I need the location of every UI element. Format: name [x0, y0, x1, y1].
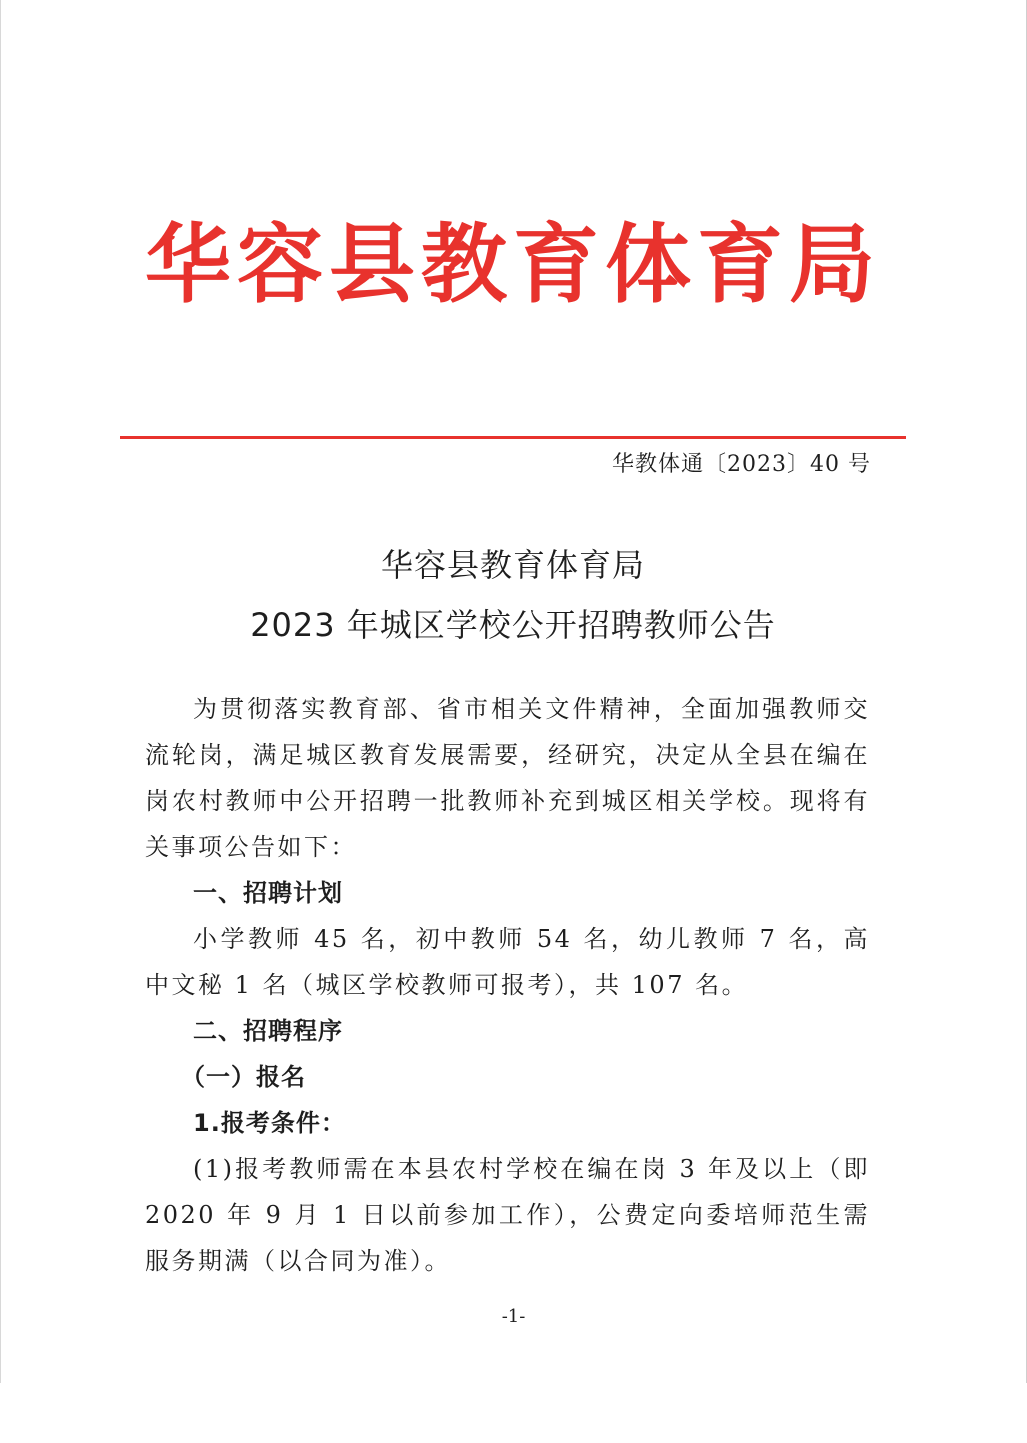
title-line-1: 华容县教育体育局 — [380, 546, 645, 584]
document-number: 华教体通〔2023〕40 号 — [612, 452, 871, 477]
title-line-2: 2023 年城区学校公开招聘教师公告 — [250, 606, 776, 644]
subsection-heading-registration: （一）报名 — [181, 1063, 306, 1091]
conditions-paragraph: (1)报考教师需在本县农村学校在编在岗 3 年及以上（即 2020 年 9 月 1 日以前参加工作），公费定向委培师范生需服务期满（以合同为准）。 — [145, 1155, 870, 1275]
document-body — [145, 686, 870, 1284]
org-header: 华容县教育体育局 — [145, 214, 881, 315]
section-heading-procedure: 二、招聘程序 — [193, 1017, 343, 1045]
section-heading-plan: 一、招聘计划 — [193, 879, 343, 907]
intro-paragraph: 为贯彻落实教育部、省市相关文件精神，全面加强教师交流轮岗，满足城区教育发展需要，经研究，决定从全县在编在岗农村教师中公开招聘一批教师补充到城区相关学校。现将有关事项公告如下： — [145, 695, 870, 861]
plan-paragraph: 小学教师 45 名，初中教师 54 名，幼儿教师 7 名，高中文秘 1 名（城区学校教师可报考），共 107 名。 — [145, 925, 870, 999]
page-number: -1- — [501, 1306, 526, 1327]
item-heading-conditions: 1.报考条件： — [193, 1109, 346, 1137]
red-divider-line — [120, 436, 906, 439]
